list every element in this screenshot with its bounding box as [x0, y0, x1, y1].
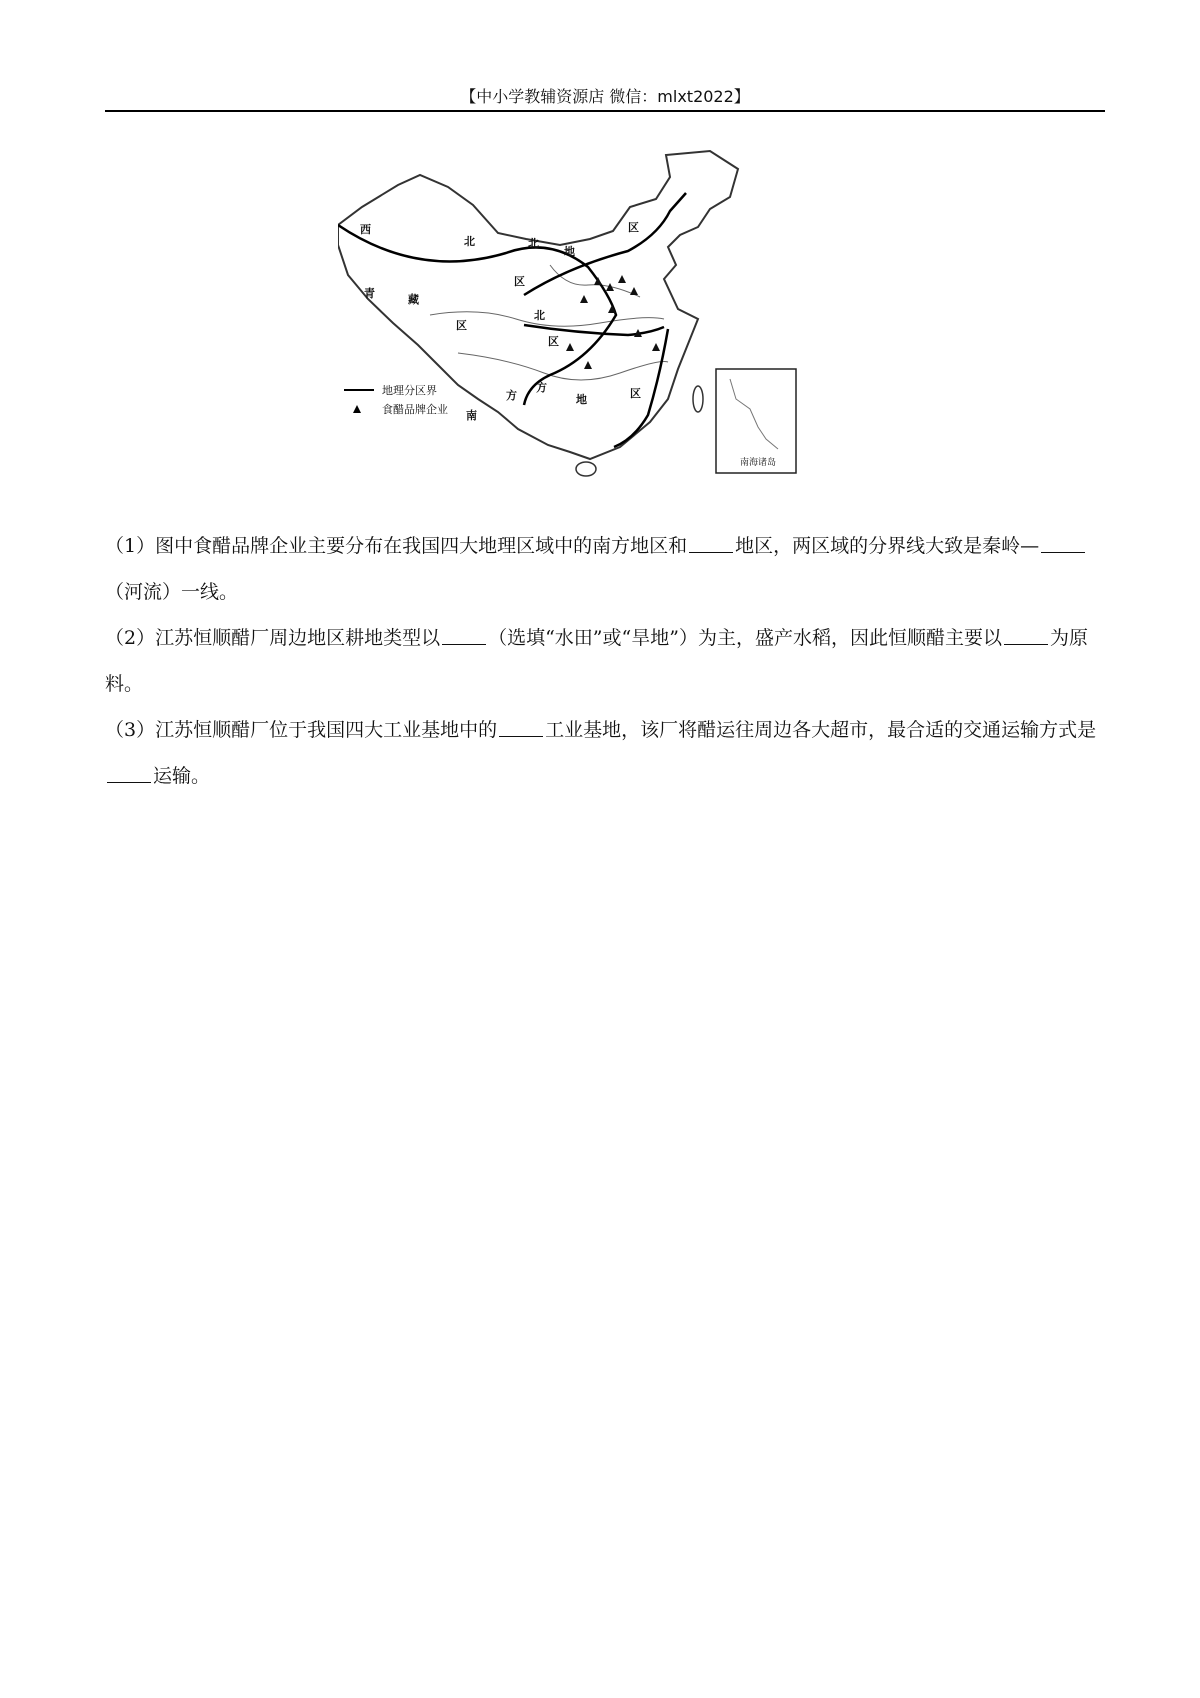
map-region-label: 区	[514, 275, 525, 288]
enterprise-marker	[618, 275, 626, 283]
page-header: 【中小学教辅资源店 微信：mlxt2022】	[460, 87, 750, 106]
legend-enterprise-label: 食醋品牌企业	[382, 403, 448, 416]
question-list	[105, 523, 1105, 799]
answer-blank[interactable]	[442, 624, 486, 645]
map-region-label: 南	[466, 409, 477, 422]
map-region-label: 藏	[408, 293, 419, 306]
china-map-figure	[338, 147, 874, 517]
taiwan-island	[693, 386, 703, 412]
answer-blank[interactable]	[499, 716, 543, 737]
map-region-label: 北	[464, 235, 475, 248]
map-region-label: 方	[536, 381, 547, 394]
map-legend	[344, 383, 448, 416]
question-1: （1）图中食醋品牌企业主要分布在我国四大地理区域中的南方地区和 地区，两区域的分界线大致是秦岭—（河流）一线。	[105, 523, 1105, 615]
question-2: （2）江苏恒顺醋厂周边地区耕地类型以 （选填“水田”或“旱地”）为主，盛产水稻，因此恒顺醋主要以 为原料。	[105, 615, 1105, 707]
map-region-label: 区	[548, 335, 559, 348]
enterprise-marker	[580, 295, 588, 303]
enterprise-marker	[566, 343, 574, 351]
map-region-label: 区	[630, 387, 641, 400]
south-china-sea-inset	[716, 369, 796, 473]
map-region-label: 区	[456, 319, 467, 332]
answer-blank[interactable]	[1041, 532, 1085, 553]
map-region-label: 区	[628, 221, 639, 234]
answer-blank[interactable]	[689, 532, 733, 553]
header-rule	[105, 110, 1105, 112]
map-region-label: 北	[528, 237, 539, 250]
map-region-label: 方	[506, 389, 517, 402]
enterprise-marker	[652, 343, 660, 351]
map-region-label: 地	[564, 245, 575, 258]
map-region-label: 地	[576, 393, 587, 406]
legend-boundary-label: 地理分区界	[382, 384, 437, 397]
answer-blank[interactable]	[107, 762, 151, 783]
map-region-label: 北	[534, 309, 545, 322]
hainan-island	[576, 462, 596, 476]
inset-label: 南海诸岛	[739, 458, 777, 468]
map-region-label: 青	[364, 287, 375, 300]
map-region-label: 西	[360, 223, 371, 236]
question-3: （3）江苏恒顺醋厂位于我国四大工业基地中的 工业基地，该厂将醋运往周边各大超市，最合适的交通运输方式是运输。	[105, 707, 1105, 799]
enterprise-marker	[584, 361, 592, 369]
answer-blank[interactable]	[1004, 624, 1048, 645]
legend-enterprise-icon	[353, 405, 361, 413]
enterprise-marker	[630, 287, 638, 295]
